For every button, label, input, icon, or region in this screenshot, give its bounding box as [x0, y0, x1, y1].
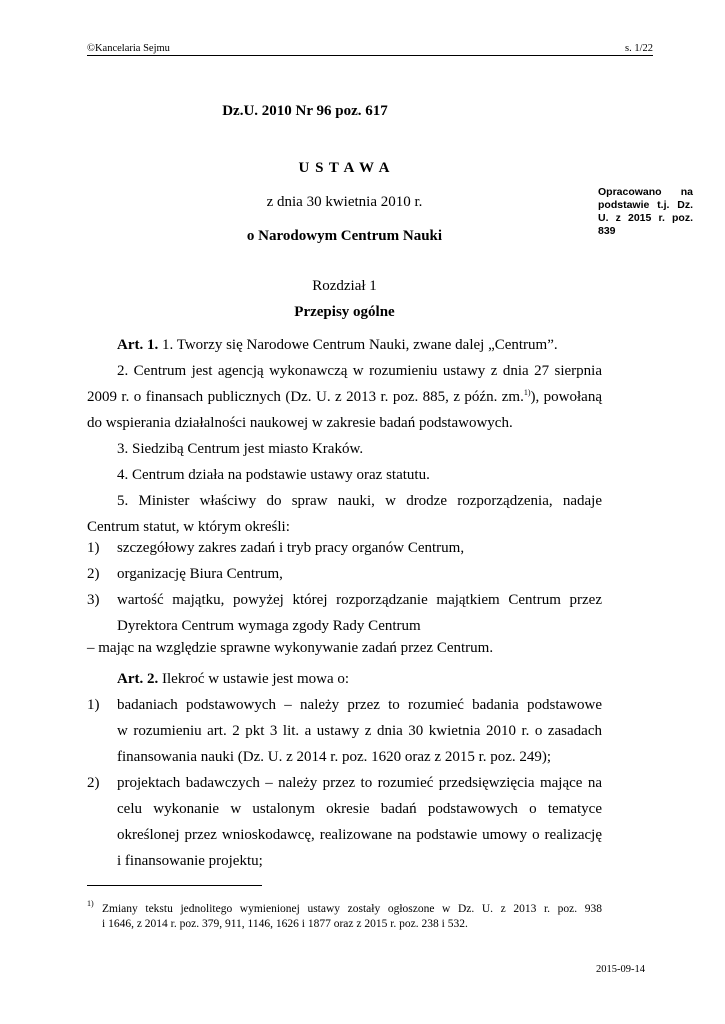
side-note-line: U. z 2015 r. poz.	[598, 212, 693, 224]
list-number: 2)	[87, 775, 100, 791]
list-item: organizację Biura Centrum,	[117, 566, 283, 582]
list-item: badaniach podstawowych – należy przez to rozumieć badania podstawowe w rozumieniu art. 2 pkt 3 lit. a ustawy z dnia 30 kwietnia 2010 r. o zasadach finansowania nauki (Dz. U. z 2014 r. poz. 1620 oraz z 2015 r. poz. 249);	[117, 697, 602, 765]
footnote-ref: 1)	[523, 388, 531, 397]
act-title: o Narodowym Centrum Nauki	[246, 228, 443, 244]
list-number: 3)	[87, 592, 100, 608]
header-publisher: ©Kancelaria Sejmu	[87, 43, 170, 54]
art1-closing: – mając na względzie sprawne wykonywanie zadań przez Centrum.	[87, 640, 494, 656]
citation: Dz.U. 2010 Nr 96 poz. 617	[222, 103, 388, 119]
list-item: szczegółowy zakres zadań i tryb pracy organów Centrum,	[117, 540, 465, 556]
side-note-line: Opracowano na	[598, 186, 693, 198]
art1-paragraph-1: Art. 1. 1. Tworzy się Narodowe Centrum Nauki, zwane dalej „Centrum”.	[117, 337, 558, 353]
chapter-number: Rozdział 1	[312, 278, 377, 294]
act-type: U S T A W A	[298, 160, 391, 176]
list-number: 1)	[87, 697, 100, 713]
list-item: projektach badawczych – należy przez to rozumieć przedsięwzięcia mające na celu wykonanie w ustalonym okresie badań podstawowych o tematyce określonej przez wnioskodawcę, realizowane na podstawie umowy o realizację i finansowanie projektu;	[117, 775, 602, 869]
side-note-line: podstawie t.j. Dz.	[598, 199, 693, 211]
side-note-line: 839	[598, 225, 616, 237]
art2-label: Art. 2.	[117, 671, 159, 687]
footnote-text: Zmiany tekstu jednolitego wymienionej ustawy zostały ogłoszone w Dz. U. z 2013 r. poz. 938 i 1646, z 2014 r. poz. 379, 911, 1146, 1626 i 1877 oraz z 2015 r. poz. 238 i 532.	[102, 903, 602, 930]
header-divider	[87, 55, 653, 56]
art1-paragraph-2: 2. Centrum jest agencją wykonawczą w rozumieniu ustawy z dnia 27 sierpnia 2009 r. o finansach publicznych (Dz. U. z 2013 r. poz. 885, z późn. zm.$^{1)}$), powołaną do wspierania działalności naukowej w zakresie badań podstawowych.	[87, 363, 603, 431]
art1-paragraph-3: 3. Siedzibą Centrum jest miasto Kraków.	[117, 441, 364, 457]
side-note	[598, 186, 693, 238]
art2-intro: Art. 2. Ilekroć w ustawie jest mowa o:	[117, 671, 350, 687]
page-number: s. 1/22	[624, 43, 653, 54]
art1-paragraph-5: 5. Minister właściwy do spraw nauki, w drodze rozporządzenia, nadaje Centrum statut, w którym określi:	[87, 493, 602, 535]
art1-paragraph-4: 4. Centrum działa na podstawie ustawy oraz statutu.	[117, 467, 430, 483]
footnote-mark: 1)	[87, 899, 94, 908]
list-number: 1)	[87, 540, 100, 556]
chapter-title: Przepisy ogólne	[294, 304, 395, 320]
art1-label: Art. 1.	[117, 337, 159, 353]
footer-date: 2015-09-14	[596, 964, 645, 975]
list-item: wartość majątku, powyżej której rozporządzanie majątkiem Centrum przez Dyrektora Centrum wymaga zgody Rady Centrum	[117, 592, 602, 634]
footnote-divider	[87, 885, 262, 886]
act-date: z dnia 30 kwietnia 2010 r.	[266, 194, 423, 210]
list-number: 2)	[87, 566, 100, 582]
